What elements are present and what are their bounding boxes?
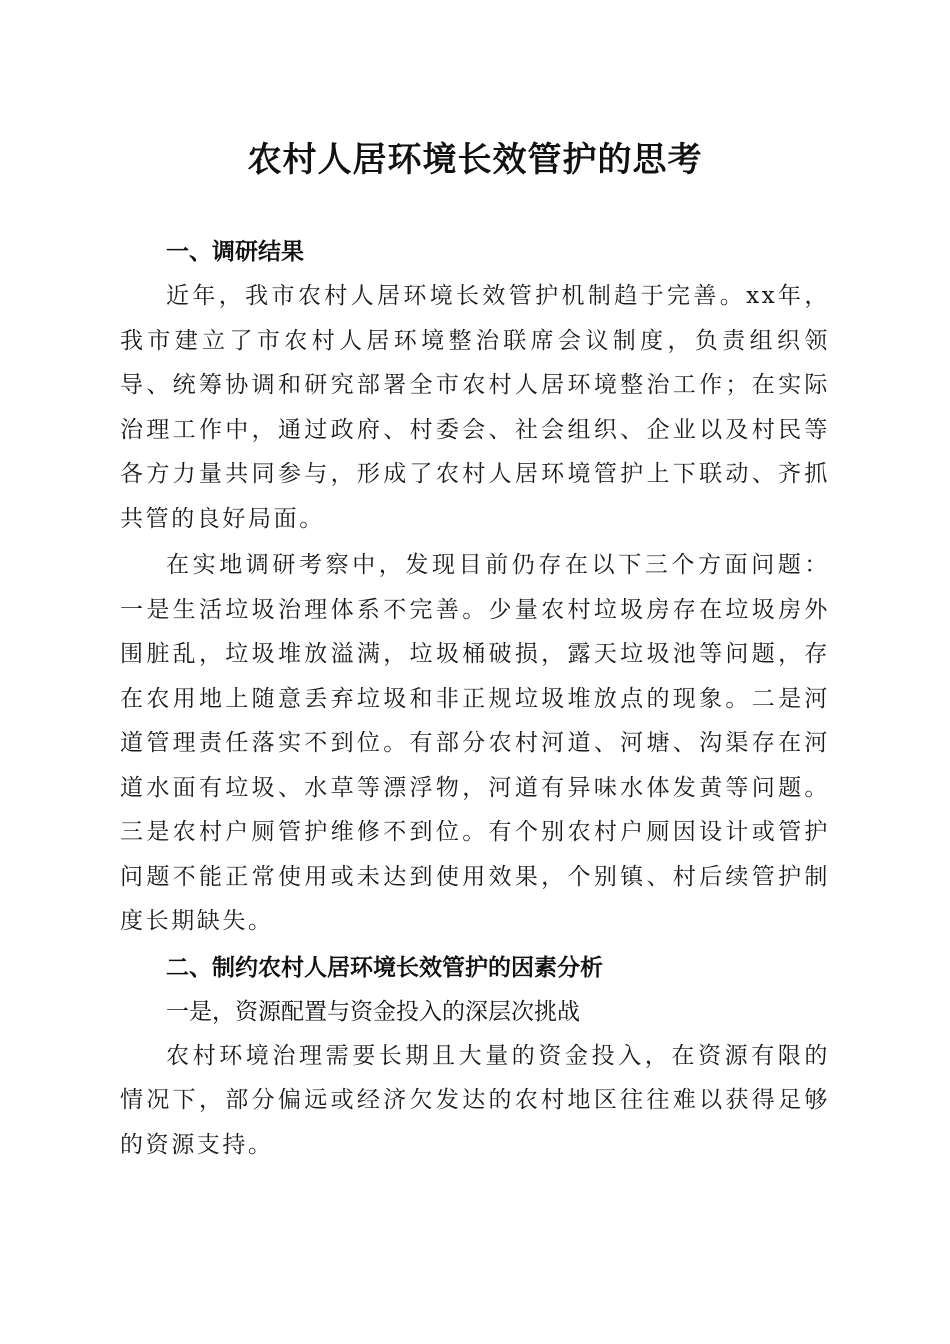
- document-title: 农村人居环境长效管护的思考: [247, 140, 703, 180]
- paragraph-funding-challenge: 农村环境治理需要长期且大量的资金投入，在资源有限的情况下，部分偏远或经济欠发达的农村地区往往难以获得足够的资源支持。: [120, 1042, 830, 1158]
- document-body: [120, 230, 830, 1167]
- section-heading-factor-analysis: 二、制约农村人居环境长效管护的因素分析: [166, 954, 603, 981]
- section-heading-research-results: 一、调研结果: [166, 239, 304, 265]
- paragraph-mechanism-overview: 近年，我市农村人居环境长效管护机制趋于完善。xx年，我市建立了市农村人居环境整治联席会议制度，负责组织领导、统筹协调和研究部署全市农村人居环境整治工作；在实际治理工作中，通过政府、村委会、社会组织、企业以及村民等各方力量共同参与，形成了农村人居环境管护上下联动、齐抓共管的良好局面。: [120, 283, 830, 532]
- paragraph-problems-found: 在实地调研考察中，发现目前仍存在以下三个方面问题：一是生活垃圾治理体系不完善。少量农村垃圾房存在垃圾房外围脏乱，垃圾堆放溢满，垃圾桶破损，露天垃圾池等问题，存在农用地上随意丢弃垃圾和非正规垃圾堆放点的现象。二是河道管理责任落实不到位。有部分农村河道、河塘、沟渠存在河道水面有垃圾、水草等漂浮物，河道有异味水体发黄等问题。三是农村户厕管护维修不到位。有个别农村户厕因设计或管护问题不能正常使用或未达到使用效果，个别镇、村后续管护制度长期缺失。: [120, 552, 830, 934]
- subheading-resource-allocation: 一是，资源配置与资金投入的深层次挑战: [166, 998, 580, 1025]
